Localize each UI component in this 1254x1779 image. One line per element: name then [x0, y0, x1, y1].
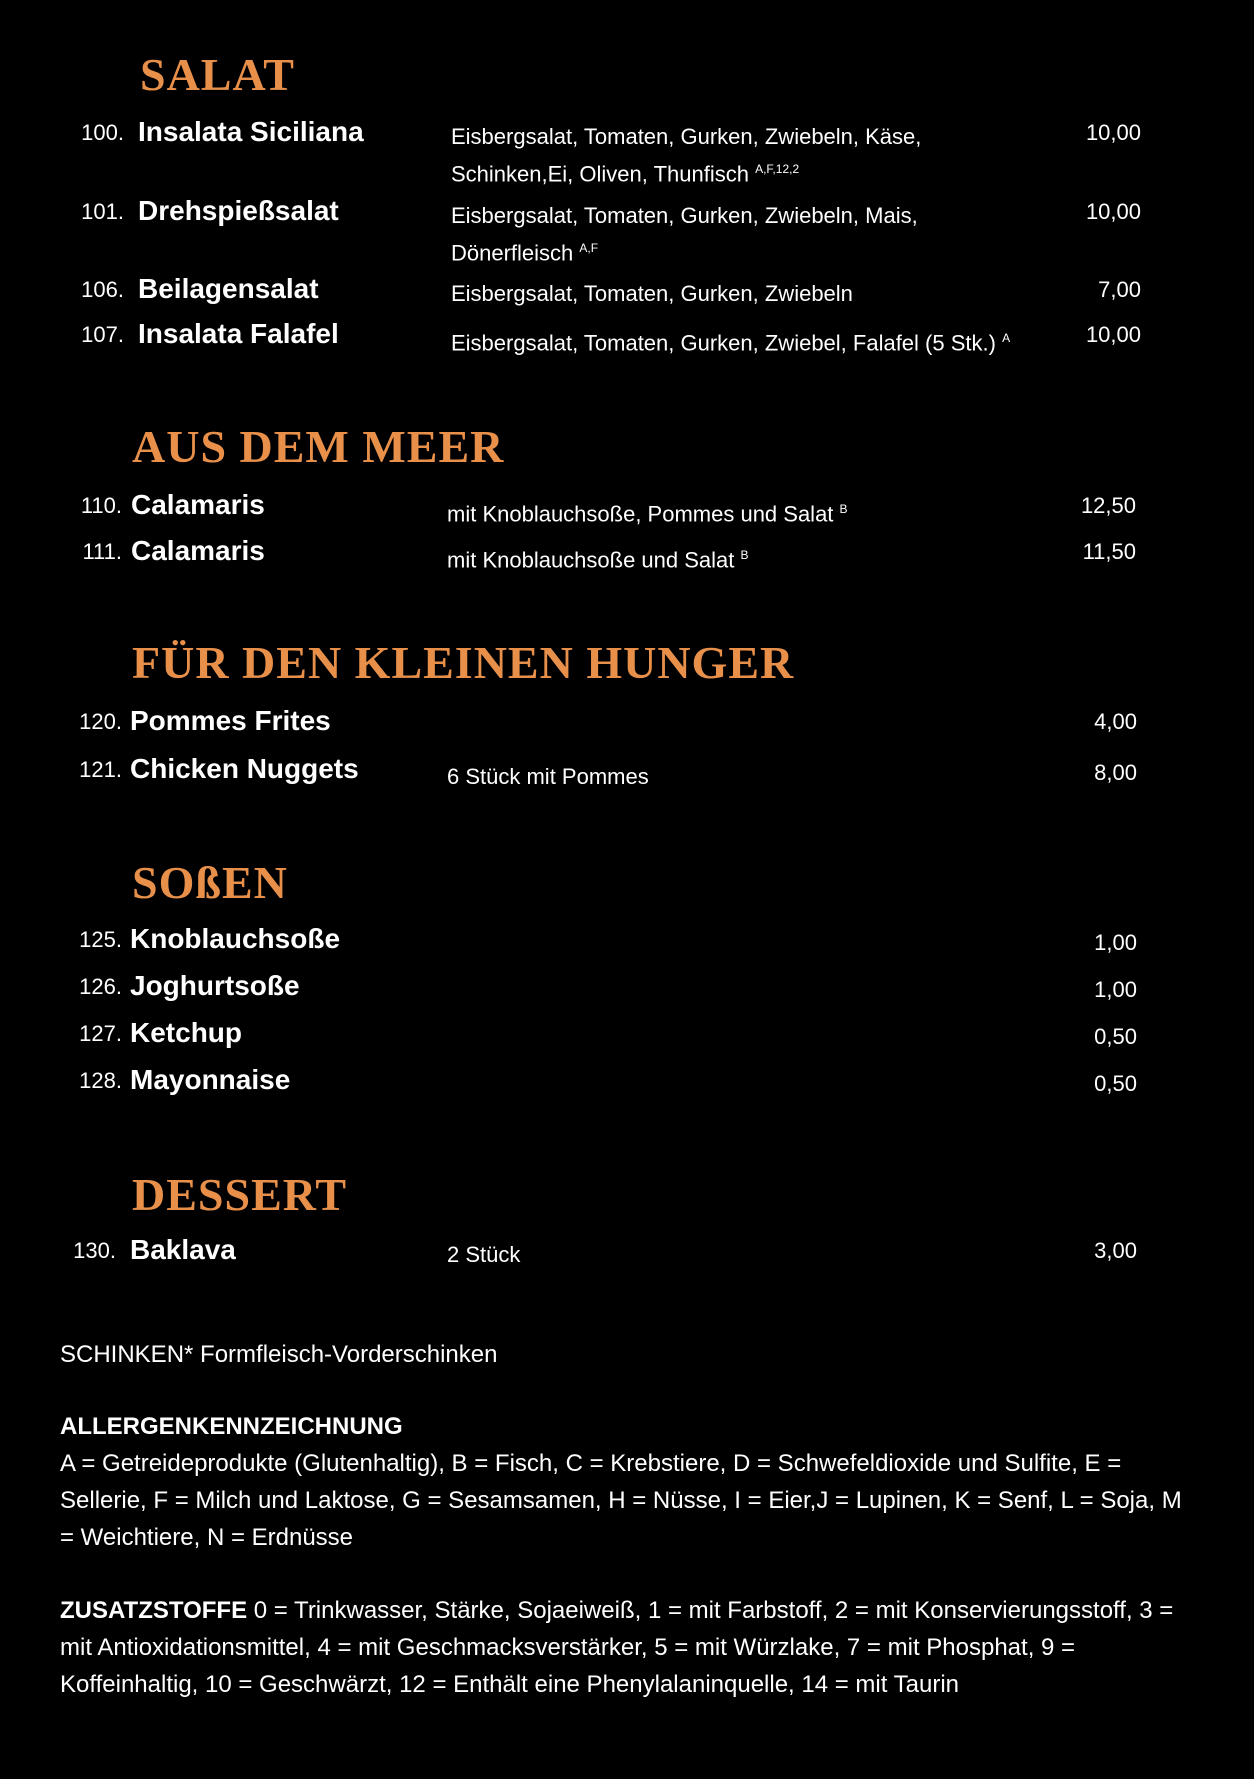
item-description: mit Knoblauchsoße, Pommes und Salat $^B$: [447, 501, 848, 527]
item-number: 130.: [73, 1238, 116, 1263]
item-price: 12,50: [1080, 493, 1136, 518]
menu-item: [0, 1064, 1254, 1104]
item-number: 127.: [79, 1021, 122, 1046]
item-name: Joghurtsoße: [130, 970, 300, 1001]
item-number: 120.: [79, 709, 122, 734]
item-name: Ketchup: [130, 1017, 242, 1048]
item-price: 10,00: [1085, 120, 1141, 145]
item-number: 128.: [79, 1068, 122, 1093]
item-name: Chicken Nuggets: [130, 753, 359, 784]
item-name: Insalata Siciliana: [138, 116, 364, 147]
item-price: 7,00: [1098, 277, 1141, 302]
item-price: 1,00: [1094, 930, 1137, 955]
item-number: 125.: [79, 927, 122, 952]
item-number: 100.: [81, 120, 124, 145]
menu-item: [0, 273, 1254, 313]
item-name: Calamaris: [131, 489, 265, 520]
additives-note: [60, 1592, 1200, 1703]
item-number: 110.: [80, 493, 122, 518]
allergen-note: [60, 1408, 1200, 1556]
item-price: 10,00: [1085, 322, 1141, 347]
item-price: 10,00: [1085, 199, 1141, 224]
menu-item: [0, 923, 1254, 963]
item-name: Pommes Frites: [130, 705, 331, 736]
additives-title: ZUSATZSTOFFE: [60, 1597, 248, 1624]
schinken-note: SCHINKEN* Formfleisch-Vorderschinken: [60, 1341, 498, 1368]
item-number: 121.: [79, 757, 122, 782]
menu-item: [0, 116, 1254, 187]
item-number: 101.: [81, 199, 124, 224]
menu-item: [0, 489, 1254, 529]
menu-item: [0, 318, 1254, 358]
item-number: 111.: [82, 539, 122, 564]
menu-item: [0, 535, 1254, 575]
allergen-text: A = Getreideprodukte (Glutenhaltig), B = Fisch, C = Krebstiere, D = Schwefeldioxide und Sulfite, E = Sellerie, F = Milch und Laktose, G = Sesamsamen, H = Nüsse, I = Eier,J = Lupinen, K = Senf, L = Soja, M = Weichtiere, N = Erdnüsse: [60, 1450, 1182, 1551]
item-description: 6 Stück mit Pommes: [447, 764, 649, 789]
item-description: Eisbergsalat, Tomaten, Gurken, Zwiebeln, Mais, Dönerfleisch $^{A,F}$: [451, 203, 918, 266]
item-price: 0,50: [1094, 1024, 1137, 1049]
item-description: Eisbergsalat, Tomaten, Gurken, Zwiebeln: [451, 281, 853, 306]
item-name: Calamaris: [131, 535, 265, 566]
item-number: 107.: [81, 322, 124, 347]
item-number: 126.: [79, 974, 122, 999]
item-description: Eisbergsalat, Tomaten, Gurken, Zwiebel, Falafel (5 Stk.) $^A$: [451, 330, 1011, 356]
item-price: 1,00: [1094, 977, 1137, 1002]
item-price: 11,50: [1082, 539, 1136, 564]
item-name: Baklava: [130, 1234, 236, 1265]
menu-item: [0, 753, 1254, 793]
item-name: Drehspießsalat: [138, 195, 339, 226]
menu-item: [0, 1234, 1254, 1274]
item-description: mit Knoblauchsoße und Salat $^B$: [447, 547, 749, 573]
section-title-dessert: DESSERT: [132, 1169, 348, 1220]
additives-text: 0 = Trinkwasser, Stärke, Sojaeiweiß, 1 = mit Farbstoff, 2 = mit Konservierungsstoff, 3 = mit Antioxidationsmittel, 4 = mit Geschmacksverstärker, 5 = mit Würzlake, 7 = mit Phosphat, 9 = Koffeinhaltig, 10 = Geschwärzt, 12 = Enthält eine Phenylalaninquelle, 14 = mit Taurin: [60, 1597, 1174, 1698]
item-price: 8,00: [1094, 760, 1137, 785]
section-title-salat: SALAT: [140, 49, 295, 100]
item-price: 4,00: [1094, 709, 1137, 734]
allergen-title: ALLERGENKENNZEICHNUNG: [60, 1413, 403, 1440]
item-name: Mayonnaise: [130, 1064, 291, 1095]
item-name: Beilagensalat: [138, 273, 319, 304]
item-name: Knoblauchsoße: [130, 923, 341, 954]
menu-item: [0, 970, 1254, 1010]
item-description: Eisbergsalat, Tomaten, Gurken, Zwiebeln, Käse, Schinken,Ei, Oliven, Thunfisch $^{A,F,12,2}$: [451, 124, 922, 187]
item-price: 0,50: [1094, 1071, 1137, 1096]
section-title-hunger: FÜR DEN KLEINEN HUNGER: [132, 637, 795, 688]
menu-item: [0, 1017, 1254, 1057]
item-price: 3,00: [1094, 1238, 1137, 1263]
item-name: Insalata Falafel: [138, 318, 339, 349]
section-title-sossen: SOßEN: [132, 857, 288, 908]
item-number: 106.: [81, 277, 124, 302]
menu-item: [0, 705, 1254, 745]
item-description: 2 Stück: [447, 1242, 521, 1267]
section-title-meer: AUS DEM MEER: [132, 421, 505, 472]
menu-item: [0, 195, 1254, 266]
